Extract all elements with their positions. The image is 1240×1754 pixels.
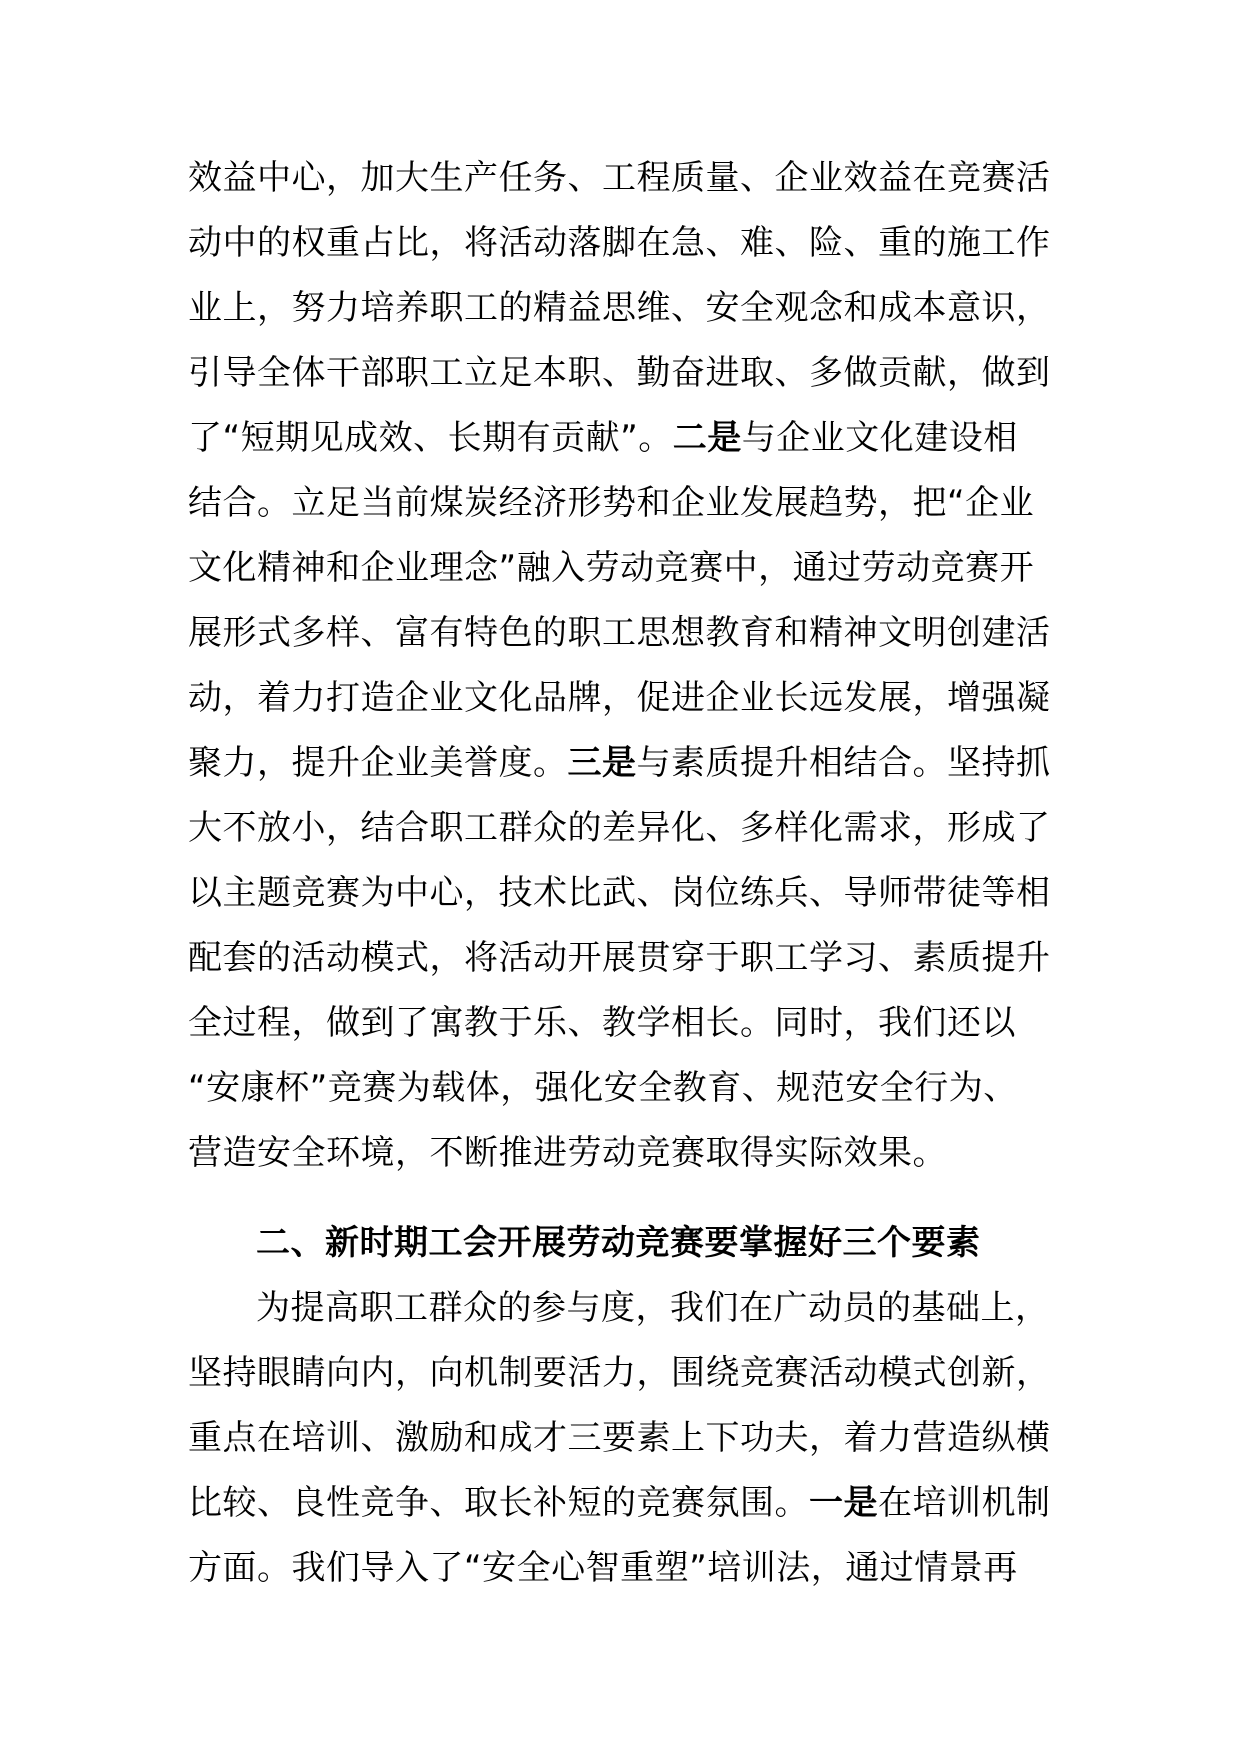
text-line: 重点在培训、激励和成才三要素上下功夫，着力营造纵横 xyxy=(188,1418,1051,1458)
text-line xyxy=(188,406,1028,471)
text-line xyxy=(188,731,1051,796)
section-heading: 二、新时期工会开展劳动竞赛要掌握好三个要素 xyxy=(256,1223,981,1263)
emphasis-label: 一是 xyxy=(809,1483,878,1523)
text-line: 全过程，做到了寓教于乐、教学相长。同时，我们还以 xyxy=(188,1003,1016,1043)
text-line: 为提高职工群众的参与度，我们在广动员的基础上， xyxy=(256,1288,1050,1328)
text-line: 营造安全环境，不断推进劳动竞赛取得实际效果。 xyxy=(188,1133,947,1173)
text-run: 聚力，提升企业美誉度。 xyxy=(188,743,568,783)
text-line: 动中的权重占比，将活动落脚在急、难、险、重的施工作 xyxy=(188,223,1051,263)
text-line: 结合。立足当前煤炭经济形势和企业发展趋势，把“企业 xyxy=(188,483,1035,523)
text-line: 动，着力打造企业文化品牌，促进企业长远发展，增强凝 xyxy=(188,678,1051,718)
text-line: 大不放小，结合职工群众的差异化、多样化需求，形成了 xyxy=(188,808,1051,848)
text-line: “安康杯”竞赛为载体，强化安全教育、规范安全行为、 xyxy=(188,1068,1018,1108)
text-line: 配套的活动模式，将活动开展贯穿于职工学习、素质提升 xyxy=(188,938,1051,978)
body-paragraph-1 xyxy=(188,146,1051,1186)
body-paragraph-2 xyxy=(188,1276,1051,1601)
text-run: 在培训机制 xyxy=(878,1483,1051,1523)
text-line: 坚持眼睛向内，向机制要活力，围绕竞赛活动模式创新， xyxy=(188,1353,1051,1393)
text-line xyxy=(188,1471,1051,1536)
section-heading-block xyxy=(188,1211,1028,1276)
emphasis-label: 三是 xyxy=(567,743,637,783)
text-run: 了“短期见成效、长期有贡献”。 xyxy=(188,418,673,458)
text-line: 展形式多样、富有特色的职工思想教育和精神文明创建活 xyxy=(188,613,1051,653)
text-line: 引导全体干部职工立足本职、勤奋进取、多做贡献，做到 xyxy=(188,353,1051,393)
text-line: 效益中心，加大生产任务、工程质量、企业效益在竞赛活 xyxy=(188,158,1051,198)
text-run: 比较、良性竞争、取长补短的竞赛氛围。 xyxy=(188,1483,809,1523)
text-line: 以主题竞赛为中心，技术比武、岗位练兵、导师带徒等相 xyxy=(188,873,1051,913)
text-run: 与企业文化建设相 xyxy=(741,418,1018,458)
text-line: 业上，努力培养职工的精益思维、安全观念和成本意识， xyxy=(188,288,1051,328)
emphasis-label: 二是 xyxy=(672,418,742,458)
text-run: 与素质提升相结合。坚持抓 xyxy=(636,743,1051,783)
text-line: 方面。我们导入了“安全心智重塑”培训法，通过情景再 xyxy=(188,1548,1018,1588)
text-line: 文化精神和企业理念”融入劳动竞赛中，通过劳动竞赛开 xyxy=(188,548,1035,588)
